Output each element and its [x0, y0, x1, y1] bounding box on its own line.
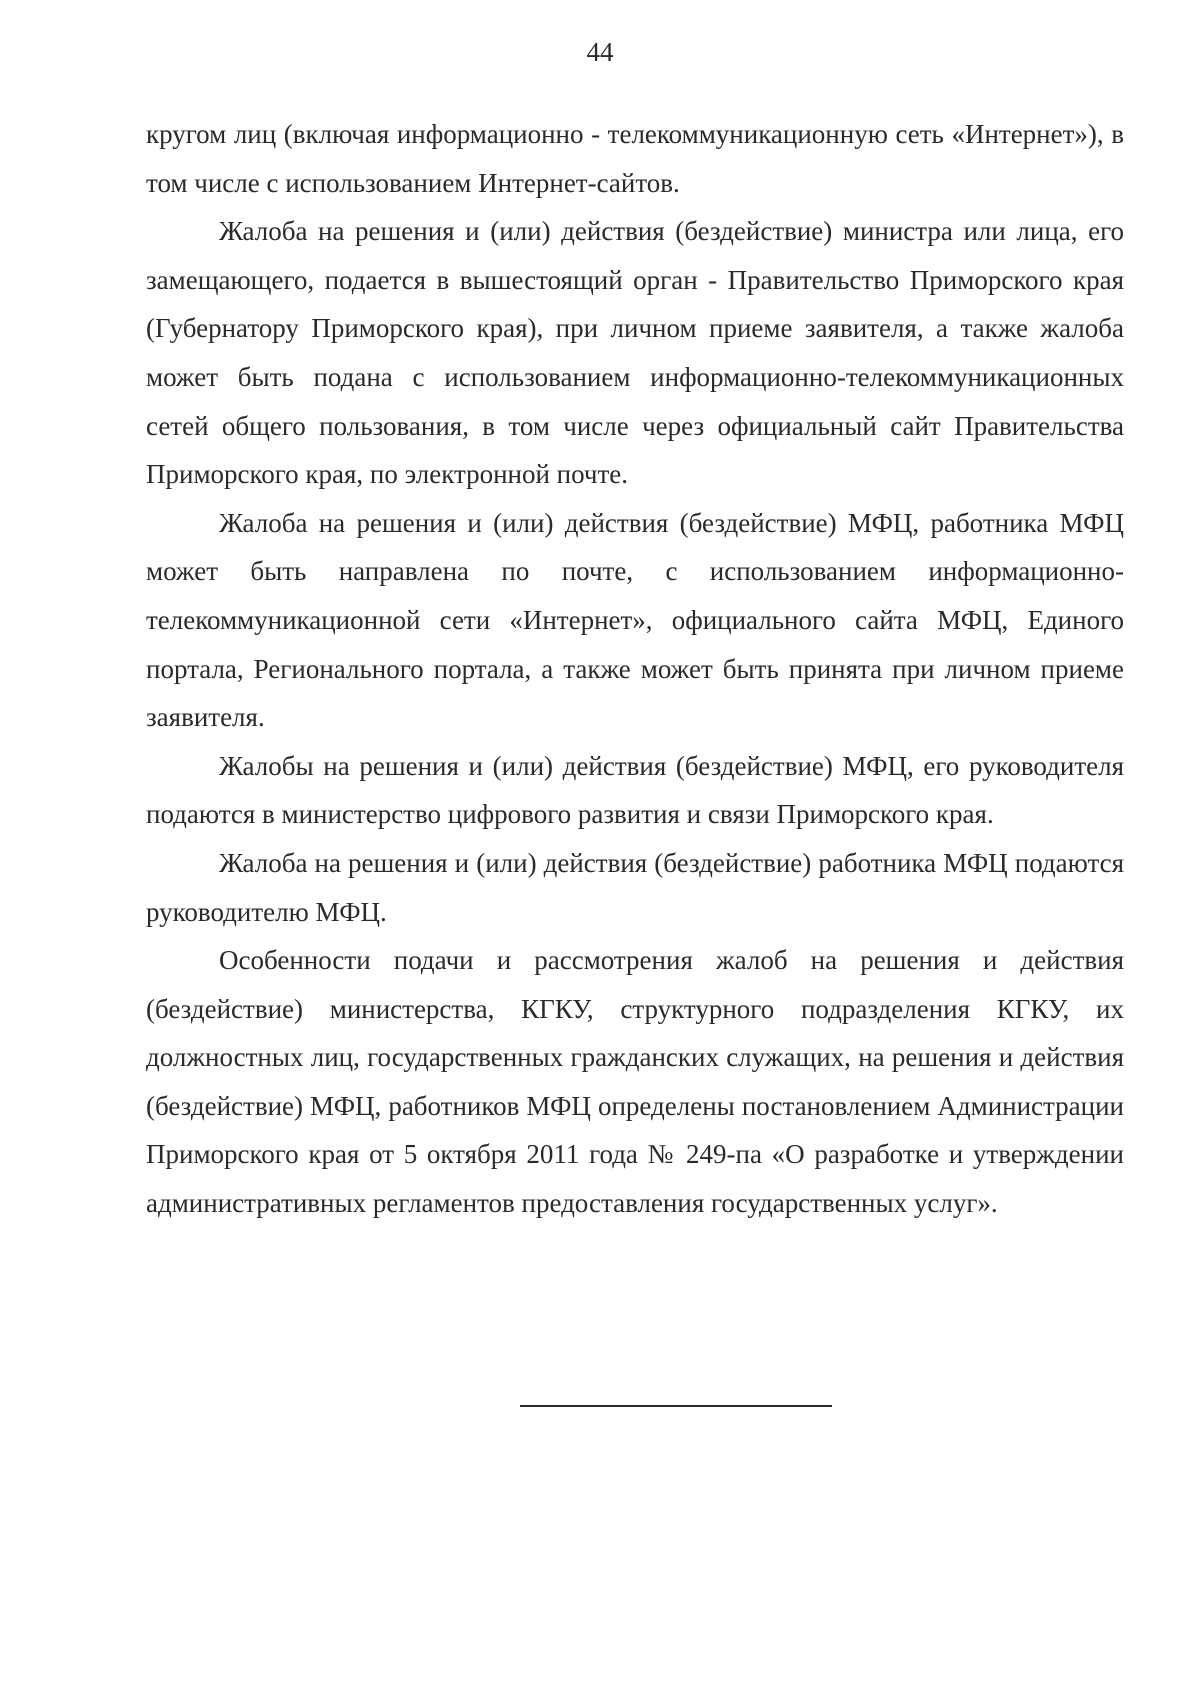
page-number: 44: [586, 37, 614, 67]
paragraph-complaint-mfc-worker: Жалоба на решения и (или) действия (бездействие) работника МФЦ подаются руководителю МФЦ.: [146, 847, 1124, 927]
paragraph-complaint-minister: Жалоба на решения и (или) действия (бездействие) министра или лица, его замещающего, подается в вышестоящий орган - Правительство Приморского края (Губернатору Приморского края), при личном приеме заявителя, а также жалоба может быть подана с использованием информационно-телекоммуникационных сетей общего пользования, в том числе через официальный сайт Правительства Приморского края, по электронной почте.: [146, 216, 1124, 490]
paragraph-complaint-mfc-worker-submission: Жалоба на решения и (или) действия (бездействие) МФЦ, работника МФЦ может быть направлена по почте, с использованием информационно-телекоммуникационной сети «Интернет», официального сайта МФЦ, Единого портала, Регионального портала, а также может быть принята при личном приеме заявителя.: [146, 507, 1124, 733]
paragraph-continuation: кругом лиц (включая информационно - телекоммуникационную сеть «Интернет»), в том числе с использованием Интернет-сайтов.: [146, 119, 1124, 198]
paragraph-complaint-mfc-head: Жалобы на решения и (или) действия (бездействие) МФЦ, его руководителя подаются в министерство цифрового развития и связи Приморского края.: [146, 750, 1124, 830]
document-body: [146, 110, 1124, 1228]
paragraph-complaint-specifics: Особенности подачи и рассмотрения жалоб на решения и действия (бездействие) министерства, КГКУ, структурного подразделения КГКУ, их должностных лиц, государственных гражданских служащих, на решения и действия (бездействие) МФЦ, работников МФЦ определены постановлением Администрации Приморского края от 5 октября 2011 года № 249-па «О разработке и утверждении административных регламентов предоставления государственных услуг».: [146, 945, 1124, 1219]
end-of-document-rule: [520, 1405, 832, 1407]
